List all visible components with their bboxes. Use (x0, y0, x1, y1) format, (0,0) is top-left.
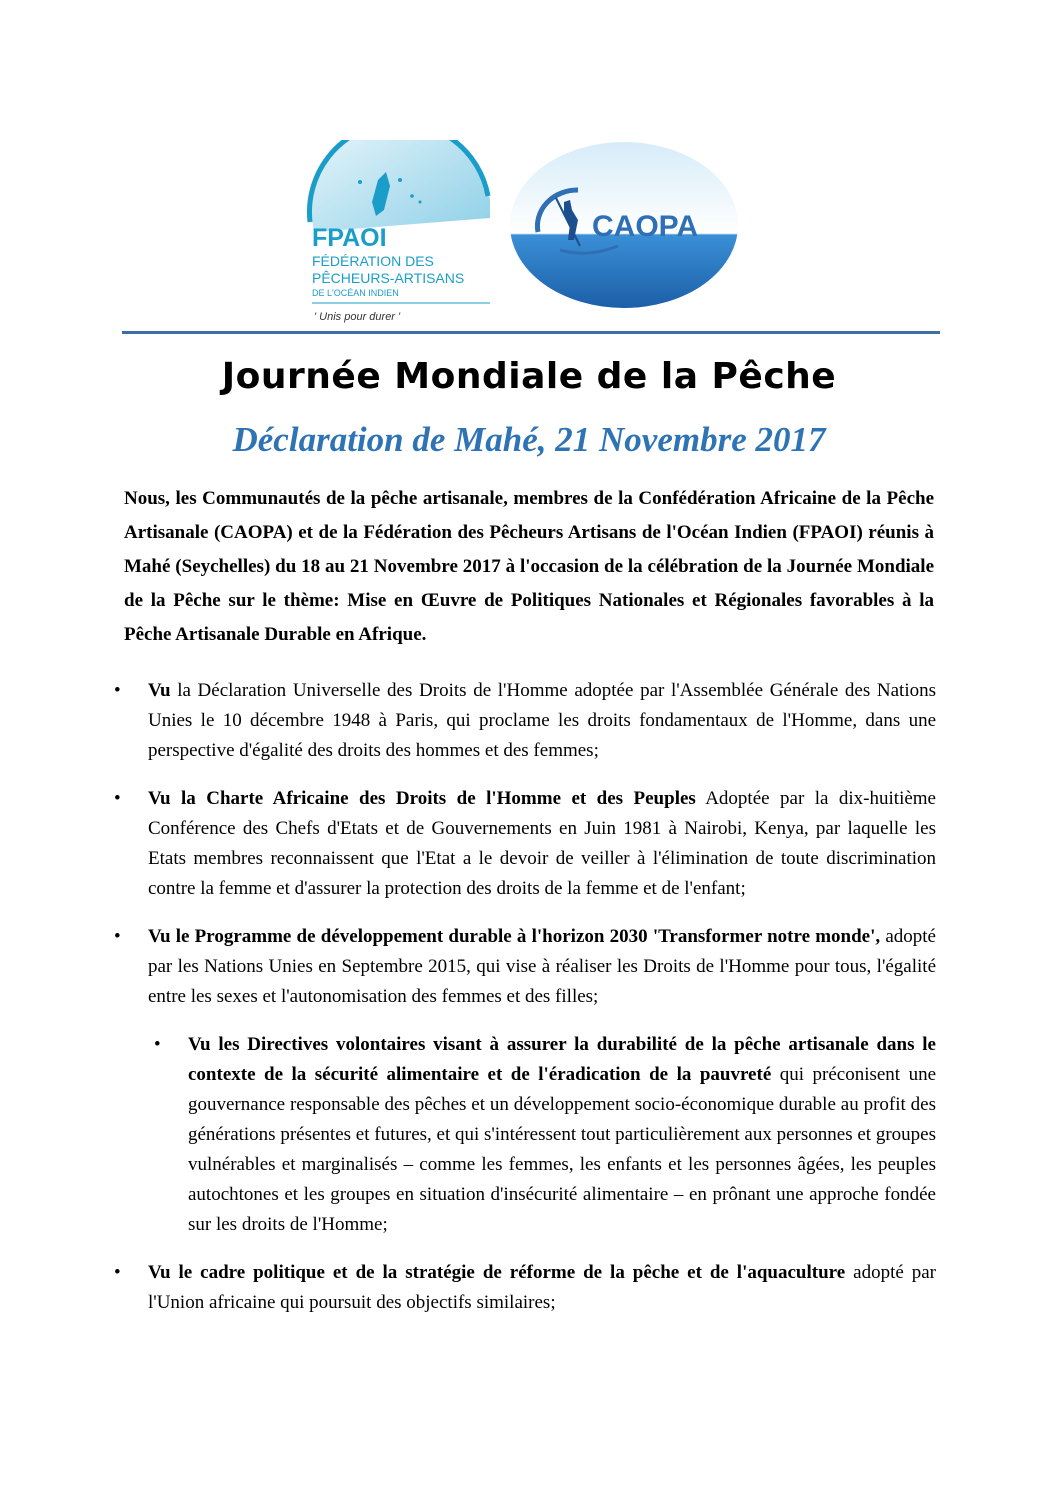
logo-area (300, 140, 760, 330)
page-title: Journée Mondiale de la Pêche (221, 356, 837, 397)
bullet-icon: • (154, 1034, 161, 1055)
item-bold-text: Vu le cadre politique et de la stratégie de réforme de la pêche et de l'aquaculture (148, 1262, 846, 1283)
item-text: Adoptée par la dix-huitième Conférence des Chefs d'Etats et de Gouvernements en Juin 1981 à Nairobi, Kenya, par laquelle les Etats membres reconnaissent que l'Etat a le devoir de veiller à l'élimination de toute discrimination contre la femme et d'assurer la protection des droits de la femme et de l'enfant; (148, 788, 936, 899)
item-text: adopté par les Nations Unies en Septembre 2015, qui vise à réaliser les Droits de l'Homme pour tous, l'égalité entre les sexes et l'autonomisation des femmes et des filles; (148, 926, 936, 1007)
fpaoi-acronym: FPAOI (312, 224, 387, 252)
bullet-icon: • (114, 680, 121, 701)
list-item (102, 676, 936, 766)
item-bold-text: Vu le Programme de développement durable à l'horizon 2030 'Transformer notre monde', (148, 926, 881, 947)
item-text: qui préconisent une gouvernance responsable des pêches et un développement socio-économique durable au profit des générations présentes et futures, et qui s'intéressent tout particulièrement aux personnes et groupes vulnérables et marginalisés – comme les femmes, les enfants et les personnes âgées, les peuples autochtones et les groupes en situation d'insécurité alimentaire – en prônant une approche fondée sur les droits de l'Homme; (188, 1064, 936, 1235)
list-item (102, 784, 936, 904)
list-item (102, 1258, 936, 1318)
caopa-logo (508, 140, 740, 310)
bullet-icon: • (114, 788, 121, 809)
item-bold-text: Vu (148, 680, 171, 701)
fpaoi-line-3: DE L'OCÉAN INDIEN (312, 288, 399, 298)
fpaoi-motto: ' Unis pour durer ' (314, 311, 401, 323)
considerations-list (102, 676, 936, 1336)
list-item (102, 1030, 936, 1240)
bullet-icon: • (114, 926, 121, 947)
item-text: la Déclaration Universelle des Droits de l'Homme adoptée par l'Assemblée Générale des Nations Unies le 10 décembre 1948 à Paris, qui proclame les droits fondamentaux de l'Homme, dans une perspective d'égalité des droits des hommes et des femmes; (148, 680, 936, 761)
fpaoi-line-2: PÊCHEURS-ARTISANS (312, 270, 465, 286)
bullet-icon: • (114, 1262, 121, 1283)
fpaoi-line-1: FÉDÉRATION DES (312, 253, 434, 269)
item-text: adopté par l'Union africaine qui poursuit des objectifs similaires; (148, 1262, 937, 1313)
item-bold-text: Vu les Directives volontaires visant à assurer la durabilité de la pêche artisanale dans le contexte de la sécurité alimentaire et de l'éradication de la pauvreté (188, 1034, 936, 1085)
item-bold-text: Vu la Charte Africaine des Droits de l'Homme et des Peuples (148, 788, 696, 809)
caopa-text: CAOPA (592, 210, 699, 243)
intro-paragraph: Nous, les Communautés de la pêche artisanale, membres de la Confédération Africaine de la Pêche Artisanale (CAOPA) et de la Fédération des Pêcheurs Artisans de l'Océan Indien (FPAOI) réunis à Mahé (Seychelles) du 18 au 21 Novembre 2017 à l'occasion de la célébration de la Journée Mondiale de la Pêche sur le thème: Mise en Œuvre de Politiques Nationales et Régionales favorables à la Pêche Artisanale Durable en Afrique. (124, 488, 934, 645)
globe-arc-shape (311, 140, 490, 232)
header-divider (122, 331, 940, 334)
page-subtitle: Déclaration de Mahé, 21 Novembre 2017 (232, 420, 826, 459)
fpaoi-logo (300, 140, 500, 330)
list-item (102, 922, 936, 1012)
